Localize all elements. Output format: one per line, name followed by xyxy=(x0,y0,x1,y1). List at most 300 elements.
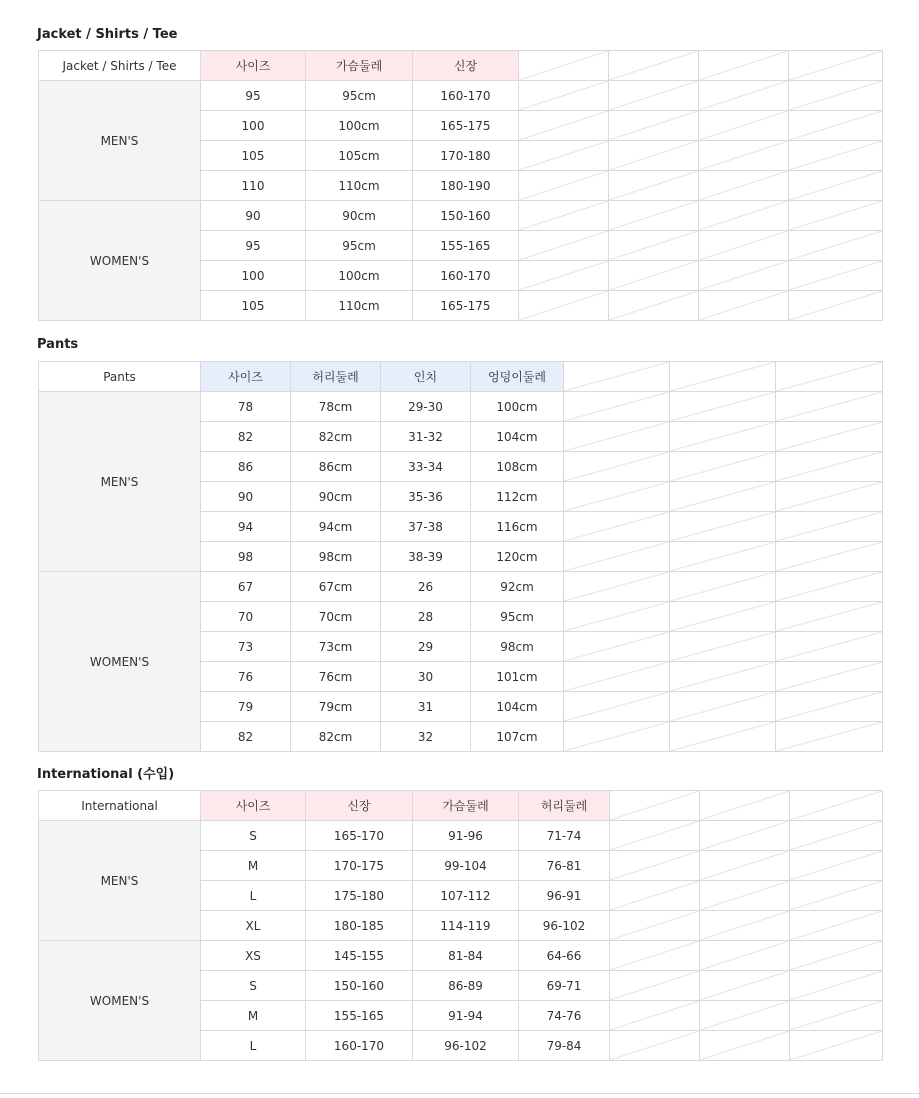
table-cell: 35-36 xyxy=(381,482,471,512)
diagonal-line-icon xyxy=(790,911,882,940)
empty-cell xyxy=(610,941,700,971)
empty-cell xyxy=(699,141,789,171)
diagonal-line-icon xyxy=(670,422,775,451)
empty-cell xyxy=(700,851,790,881)
empty-cell xyxy=(776,392,883,422)
diagonal-line-icon xyxy=(700,971,789,1000)
empty-cell xyxy=(519,261,609,291)
diagonal-line-icon xyxy=(789,141,882,170)
diagonal-line-icon xyxy=(519,81,608,110)
empty-cell xyxy=(790,851,883,881)
diagonal-line-icon xyxy=(564,692,669,721)
diagonal-line-icon xyxy=(519,111,608,140)
empty-cell xyxy=(519,291,609,321)
diagonal-line-icon xyxy=(670,392,775,421)
empty-cell xyxy=(609,81,699,111)
empty-cell xyxy=(700,971,790,1001)
page-bottom-divider xyxy=(0,1093,919,1094)
diagonal-line-icon xyxy=(700,941,789,970)
diagonal-line-icon xyxy=(699,171,788,200)
empty-cell xyxy=(609,111,699,141)
diagonal-line-icon xyxy=(776,662,882,691)
table-cell: 150-160 xyxy=(413,201,519,231)
table-cell: 67cm xyxy=(291,572,381,602)
column-header: 가슴둘레 xyxy=(413,791,519,821)
table-cell: 28 xyxy=(381,602,471,632)
table-cell: 32 xyxy=(381,722,471,752)
table-cell: 155-165 xyxy=(413,231,519,261)
table-cell: 31 xyxy=(381,692,471,722)
empty-cell xyxy=(670,452,776,482)
diagonal-line-icon xyxy=(670,662,775,691)
diagonal-line-icon xyxy=(776,572,882,601)
table-cell: 120cm xyxy=(471,542,564,572)
empty-cell xyxy=(700,1031,790,1061)
group-label: MEN'S xyxy=(39,821,201,941)
diagonal-line-icon xyxy=(790,851,882,880)
diagonal-line-icon xyxy=(519,171,608,200)
diagonal-line-icon xyxy=(564,422,669,451)
empty-cell xyxy=(776,362,883,392)
table-row xyxy=(39,392,883,422)
empty-cell xyxy=(670,392,776,422)
diagonal-line-icon xyxy=(699,141,788,170)
empty-cell xyxy=(564,602,670,632)
table-cell: 100cm xyxy=(471,392,564,422)
empty-cell xyxy=(564,512,670,542)
diagonal-line-icon xyxy=(670,542,775,571)
table-cell: 82cm xyxy=(291,422,381,452)
table-cell: 64-66 xyxy=(519,941,610,971)
international-section-title: International (수입) xyxy=(37,767,175,782)
empty-cell xyxy=(564,722,670,752)
table-cell: 110 xyxy=(201,171,306,201)
empty-cell xyxy=(790,791,883,821)
diagonal-line-icon xyxy=(776,542,882,571)
empty-cell xyxy=(519,141,609,171)
jacket-section-title: Jacket / Shirts / Tee xyxy=(37,27,178,42)
empty-cell xyxy=(790,911,883,941)
table-cell: 31-32 xyxy=(381,422,471,452)
table-cell: 110cm xyxy=(306,291,413,321)
table-cell: 96-91 xyxy=(519,881,610,911)
table-cell: XS xyxy=(201,941,306,971)
empty-cell xyxy=(776,632,883,662)
table-cell: 107-112 xyxy=(413,881,519,911)
table-cell: 82 xyxy=(201,722,291,752)
table-cell: 98 xyxy=(201,542,291,572)
table-cell: 90 xyxy=(201,482,291,512)
empty-cell xyxy=(789,81,883,111)
table-cell: 76-81 xyxy=(519,851,610,881)
table-cell: 94 xyxy=(201,512,291,542)
table-cell: 96-102 xyxy=(519,911,610,941)
diagonal-line-icon xyxy=(700,851,789,880)
group-label: WOMEN'S xyxy=(39,201,201,321)
diagonal-line-icon xyxy=(519,141,608,170)
table-cell: L xyxy=(201,1031,306,1061)
table-cell: 114-119 xyxy=(413,911,519,941)
table-cell: 76 xyxy=(201,662,291,692)
empty-cell xyxy=(564,452,670,482)
empty-cell xyxy=(776,602,883,632)
empty-cell xyxy=(790,1001,883,1031)
table-cell: 86-89 xyxy=(413,971,519,1001)
empty-cell xyxy=(519,111,609,141)
table-cell: 95cm xyxy=(306,231,413,261)
header-row xyxy=(39,791,883,821)
diagonal-line-icon xyxy=(670,362,775,391)
jacket-size-table xyxy=(38,50,883,321)
table-cell: 155-165 xyxy=(306,1001,413,1031)
diagonal-line-icon xyxy=(564,542,669,571)
table-cell: 105 xyxy=(201,291,306,321)
diagonal-line-icon xyxy=(609,201,698,230)
empty-cell xyxy=(670,512,776,542)
table-row xyxy=(39,572,883,602)
table-cell: 73cm xyxy=(291,632,381,662)
table-cell: 160-170 xyxy=(413,261,519,291)
table-cell: 67 xyxy=(201,572,291,602)
diagonal-line-icon xyxy=(564,362,669,391)
empty-cell xyxy=(670,602,776,632)
table-cell: 82 xyxy=(201,422,291,452)
empty-cell xyxy=(519,81,609,111)
diagonal-line-icon xyxy=(670,722,775,751)
empty-cell xyxy=(789,291,883,321)
diagonal-line-icon xyxy=(700,1031,789,1060)
empty-cell xyxy=(789,51,883,81)
diagonal-line-icon xyxy=(564,632,669,661)
table-cell: 170-175 xyxy=(306,851,413,881)
table-cell: 100 xyxy=(201,261,306,291)
diagonal-line-icon xyxy=(776,692,882,721)
empty-cell xyxy=(699,291,789,321)
table-cell: 160-170 xyxy=(413,81,519,111)
empty-cell xyxy=(776,512,883,542)
diagonal-line-icon xyxy=(610,941,699,970)
column-header: 허리둘레 xyxy=(519,791,610,821)
diagonal-line-icon xyxy=(519,201,608,230)
diagonal-line-icon xyxy=(610,791,699,820)
table-cell: 96-102 xyxy=(413,1031,519,1061)
empty-cell xyxy=(670,482,776,512)
table-cell: 175-180 xyxy=(306,881,413,911)
empty-cell xyxy=(609,231,699,261)
table-cell: 69-71 xyxy=(519,971,610,1001)
empty-cell xyxy=(790,941,883,971)
table-cell: 98cm xyxy=(471,632,564,662)
empty-cell xyxy=(670,722,776,752)
diagonal-line-icon xyxy=(776,362,882,391)
diagonal-line-icon xyxy=(790,821,882,850)
empty-cell xyxy=(776,722,883,752)
table-cell: 104cm xyxy=(471,422,564,452)
header-row xyxy=(39,51,883,81)
empty-cell xyxy=(519,51,609,81)
table-cell: S xyxy=(201,971,306,1001)
corner-label: Jacket / Shirts / Tee xyxy=(39,51,201,81)
diagonal-line-icon xyxy=(610,1001,699,1030)
table-cell: 76cm xyxy=(291,662,381,692)
group-label: WOMEN'S xyxy=(39,941,201,1061)
diagonal-line-icon xyxy=(790,941,882,970)
table-cell: 90cm xyxy=(306,201,413,231)
empty-cell xyxy=(670,422,776,452)
empty-cell xyxy=(610,1001,700,1031)
empty-cell xyxy=(789,201,883,231)
column-header: 신장 xyxy=(413,51,519,81)
empty-cell xyxy=(564,542,670,572)
table-row xyxy=(39,941,883,971)
empty-cell xyxy=(670,362,776,392)
table-cell: 26 xyxy=(381,572,471,602)
empty-cell xyxy=(699,81,789,111)
table-cell: 29-30 xyxy=(381,392,471,422)
table-cell: 95cm xyxy=(306,81,413,111)
table-cell: 180-190 xyxy=(413,171,519,201)
pants-section-title: Pants xyxy=(37,337,79,352)
table-cell: 95 xyxy=(201,231,306,261)
corner-label: Pants xyxy=(39,362,201,392)
table-cell: 86 xyxy=(201,452,291,482)
empty-cell xyxy=(610,821,700,851)
empty-cell xyxy=(700,911,790,941)
empty-cell xyxy=(776,692,883,722)
pants-size-table xyxy=(38,361,883,752)
diagonal-line-icon xyxy=(776,452,882,481)
group-label: WOMEN'S xyxy=(39,572,201,752)
diagonal-line-icon xyxy=(609,81,698,110)
table-row xyxy=(39,81,883,111)
empty-cell xyxy=(609,51,699,81)
empty-cell xyxy=(564,632,670,662)
diagonal-line-icon xyxy=(789,111,882,140)
diagonal-line-icon xyxy=(610,851,699,880)
empty-cell xyxy=(670,662,776,692)
table-cell: 170-180 xyxy=(413,141,519,171)
empty-cell xyxy=(610,881,700,911)
table-cell: S xyxy=(201,821,306,851)
empty-cell xyxy=(700,1001,790,1031)
empty-cell xyxy=(610,971,700,1001)
empty-cell xyxy=(519,171,609,201)
table-cell: 81-84 xyxy=(413,941,519,971)
table-cell: 160-170 xyxy=(306,1031,413,1061)
diagonal-line-icon xyxy=(670,452,775,481)
table-cell: 94cm xyxy=(291,512,381,542)
table-cell: 91-96 xyxy=(413,821,519,851)
diagonal-line-icon xyxy=(609,261,698,290)
table-cell: 38-39 xyxy=(381,542,471,572)
diagonal-line-icon xyxy=(519,231,608,260)
diagonal-line-icon xyxy=(670,692,775,721)
diagonal-line-icon xyxy=(699,51,788,80)
table-cell: 82cm xyxy=(291,722,381,752)
table-cell: 150-160 xyxy=(306,971,413,1001)
diagonal-line-icon xyxy=(609,231,698,260)
table-cell: 180-185 xyxy=(306,911,413,941)
empty-cell xyxy=(700,791,790,821)
table-cell: L xyxy=(201,881,306,911)
table-cell: 105 xyxy=(201,141,306,171)
diagonal-line-icon xyxy=(699,111,788,140)
table-cell: 79-84 xyxy=(519,1031,610,1061)
diagonal-line-icon xyxy=(789,171,882,200)
empty-cell xyxy=(789,261,883,291)
table-cell: 37-38 xyxy=(381,512,471,542)
diagonal-line-icon xyxy=(609,141,698,170)
table-cell: M xyxy=(201,1001,306,1031)
column-header: 인치 xyxy=(381,362,471,392)
header-row xyxy=(39,362,883,392)
diagonal-line-icon xyxy=(610,1031,699,1060)
table-cell: 98cm xyxy=(291,542,381,572)
diagonal-line-icon xyxy=(699,231,788,260)
table-cell: 29 xyxy=(381,632,471,662)
empty-cell xyxy=(699,231,789,261)
diagonal-line-icon xyxy=(609,291,698,320)
empty-cell xyxy=(610,1031,700,1061)
column-header: 엉덩이둘레 xyxy=(471,362,564,392)
table-cell: 100cm xyxy=(306,111,413,141)
column-header: 가슴둘레 xyxy=(306,51,413,81)
column-header: 사이즈 xyxy=(201,51,306,81)
diagonal-line-icon xyxy=(670,632,775,661)
table-cell: 73 xyxy=(201,632,291,662)
column-header: 사이즈 xyxy=(201,362,291,392)
table-cell: 112cm xyxy=(471,482,564,512)
empty-cell xyxy=(564,572,670,602)
diagonal-line-icon xyxy=(789,81,882,110)
empty-cell xyxy=(790,1031,883,1061)
table-cell: 33-34 xyxy=(381,452,471,482)
table-cell: 92cm xyxy=(471,572,564,602)
empty-cell xyxy=(790,971,883,1001)
table-cell: XL xyxy=(201,911,306,941)
empty-cell xyxy=(776,572,883,602)
table-cell: 91-94 xyxy=(413,1001,519,1031)
table-cell: 145-155 xyxy=(306,941,413,971)
table-cell: 100 xyxy=(201,111,306,141)
empty-cell xyxy=(776,542,883,572)
diagonal-line-icon xyxy=(564,482,669,511)
table-cell: 110cm xyxy=(306,171,413,201)
table-cell: 105cm xyxy=(306,141,413,171)
empty-cell xyxy=(610,911,700,941)
diagonal-line-icon xyxy=(789,51,882,80)
table-cell: 30 xyxy=(381,662,471,692)
diagonal-line-icon xyxy=(670,602,775,631)
table-cell: 116cm xyxy=(471,512,564,542)
diagonal-line-icon xyxy=(610,911,699,940)
international-size-table xyxy=(38,790,883,1061)
table-cell: 74-76 xyxy=(519,1001,610,1031)
diagonal-line-icon xyxy=(790,791,882,820)
diagonal-line-icon xyxy=(670,572,775,601)
column-header: 사이즈 xyxy=(201,791,306,821)
empty-cell xyxy=(670,692,776,722)
table-cell: 78 xyxy=(201,392,291,422)
empty-cell xyxy=(699,171,789,201)
table-cell: 165-175 xyxy=(413,111,519,141)
diagonal-line-icon xyxy=(610,881,699,910)
empty-cell xyxy=(790,821,883,851)
table-cell: 70cm xyxy=(291,602,381,632)
diagonal-line-icon xyxy=(564,392,669,421)
diagonal-line-icon xyxy=(610,821,699,850)
empty-cell xyxy=(519,231,609,261)
diagonal-line-icon xyxy=(790,881,882,910)
diagonal-line-icon xyxy=(776,392,882,421)
empty-cell xyxy=(564,662,670,692)
table-cell: 86cm xyxy=(291,452,381,482)
table-cell: 101cm xyxy=(471,662,564,692)
column-header: 허리둘레 xyxy=(291,362,381,392)
table-cell: 90 xyxy=(201,201,306,231)
table-cell: 107cm xyxy=(471,722,564,752)
empty-cell xyxy=(700,881,790,911)
empty-cell xyxy=(564,692,670,722)
empty-cell xyxy=(609,291,699,321)
empty-cell xyxy=(789,171,883,201)
diagonal-line-icon xyxy=(790,971,882,1000)
diagonal-line-icon xyxy=(670,512,775,541)
diagonal-line-icon xyxy=(610,971,699,1000)
table-cell: 165-175 xyxy=(413,291,519,321)
empty-cell xyxy=(699,111,789,141)
diagonal-line-icon xyxy=(776,632,882,661)
empty-cell xyxy=(699,51,789,81)
diagonal-line-icon xyxy=(789,291,882,320)
table-cell: 79 xyxy=(201,692,291,722)
empty-cell xyxy=(776,482,883,512)
diagonal-line-icon xyxy=(789,231,882,260)
empty-cell xyxy=(610,791,700,821)
diagonal-line-icon xyxy=(776,512,882,541)
diagonal-line-icon xyxy=(519,51,608,80)
empty-cell xyxy=(789,111,883,141)
diagonal-line-icon xyxy=(700,821,789,850)
empty-cell xyxy=(699,201,789,231)
group-label: MEN'S xyxy=(39,392,201,572)
diagonal-line-icon xyxy=(699,201,788,230)
diagonal-line-icon xyxy=(609,171,698,200)
corner-label: International xyxy=(39,791,201,821)
empty-cell xyxy=(790,881,883,911)
diagonal-line-icon xyxy=(564,662,669,691)
table-cell: 71-74 xyxy=(519,821,610,851)
table-cell: 70 xyxy=(201,602,291,632)
table-cell: 108cm xyxy=(471,452,564,482)
diagonal-line-icon xyxy=(776,422,882,451)
diagonal-line-icon xyxy=(789,201,882,230)
empty-cell xyxy=(610,851,700,881)
empty-cell xyxy=(700,821,790,851)
table-cell: 90cm xyxy=(291,482,381,512)
diagonal-line-icon xyxy=(790,1001,882,1030)
diagonal-line-icon xyxy=(789,261,882,290)
empty-cell xyxy=(609,171,699,201)
diagonal-line-icon xyxy=(699,81,788,110)
diagonal-line-icon xyxy=(564,572,669,601)
empty-cell xyxy=(776,452,883,482)
empty-cell xyxy=(609,201,699,231)
diagonal-line-icon xyxy=(670,482,775,511)
diagonal-line-icon xyxy=(790,1031,882,1060)
empty-cell xyxy=(789,141,883,171)
diagonal-line-icon xyxy=(776,602,882,631)
